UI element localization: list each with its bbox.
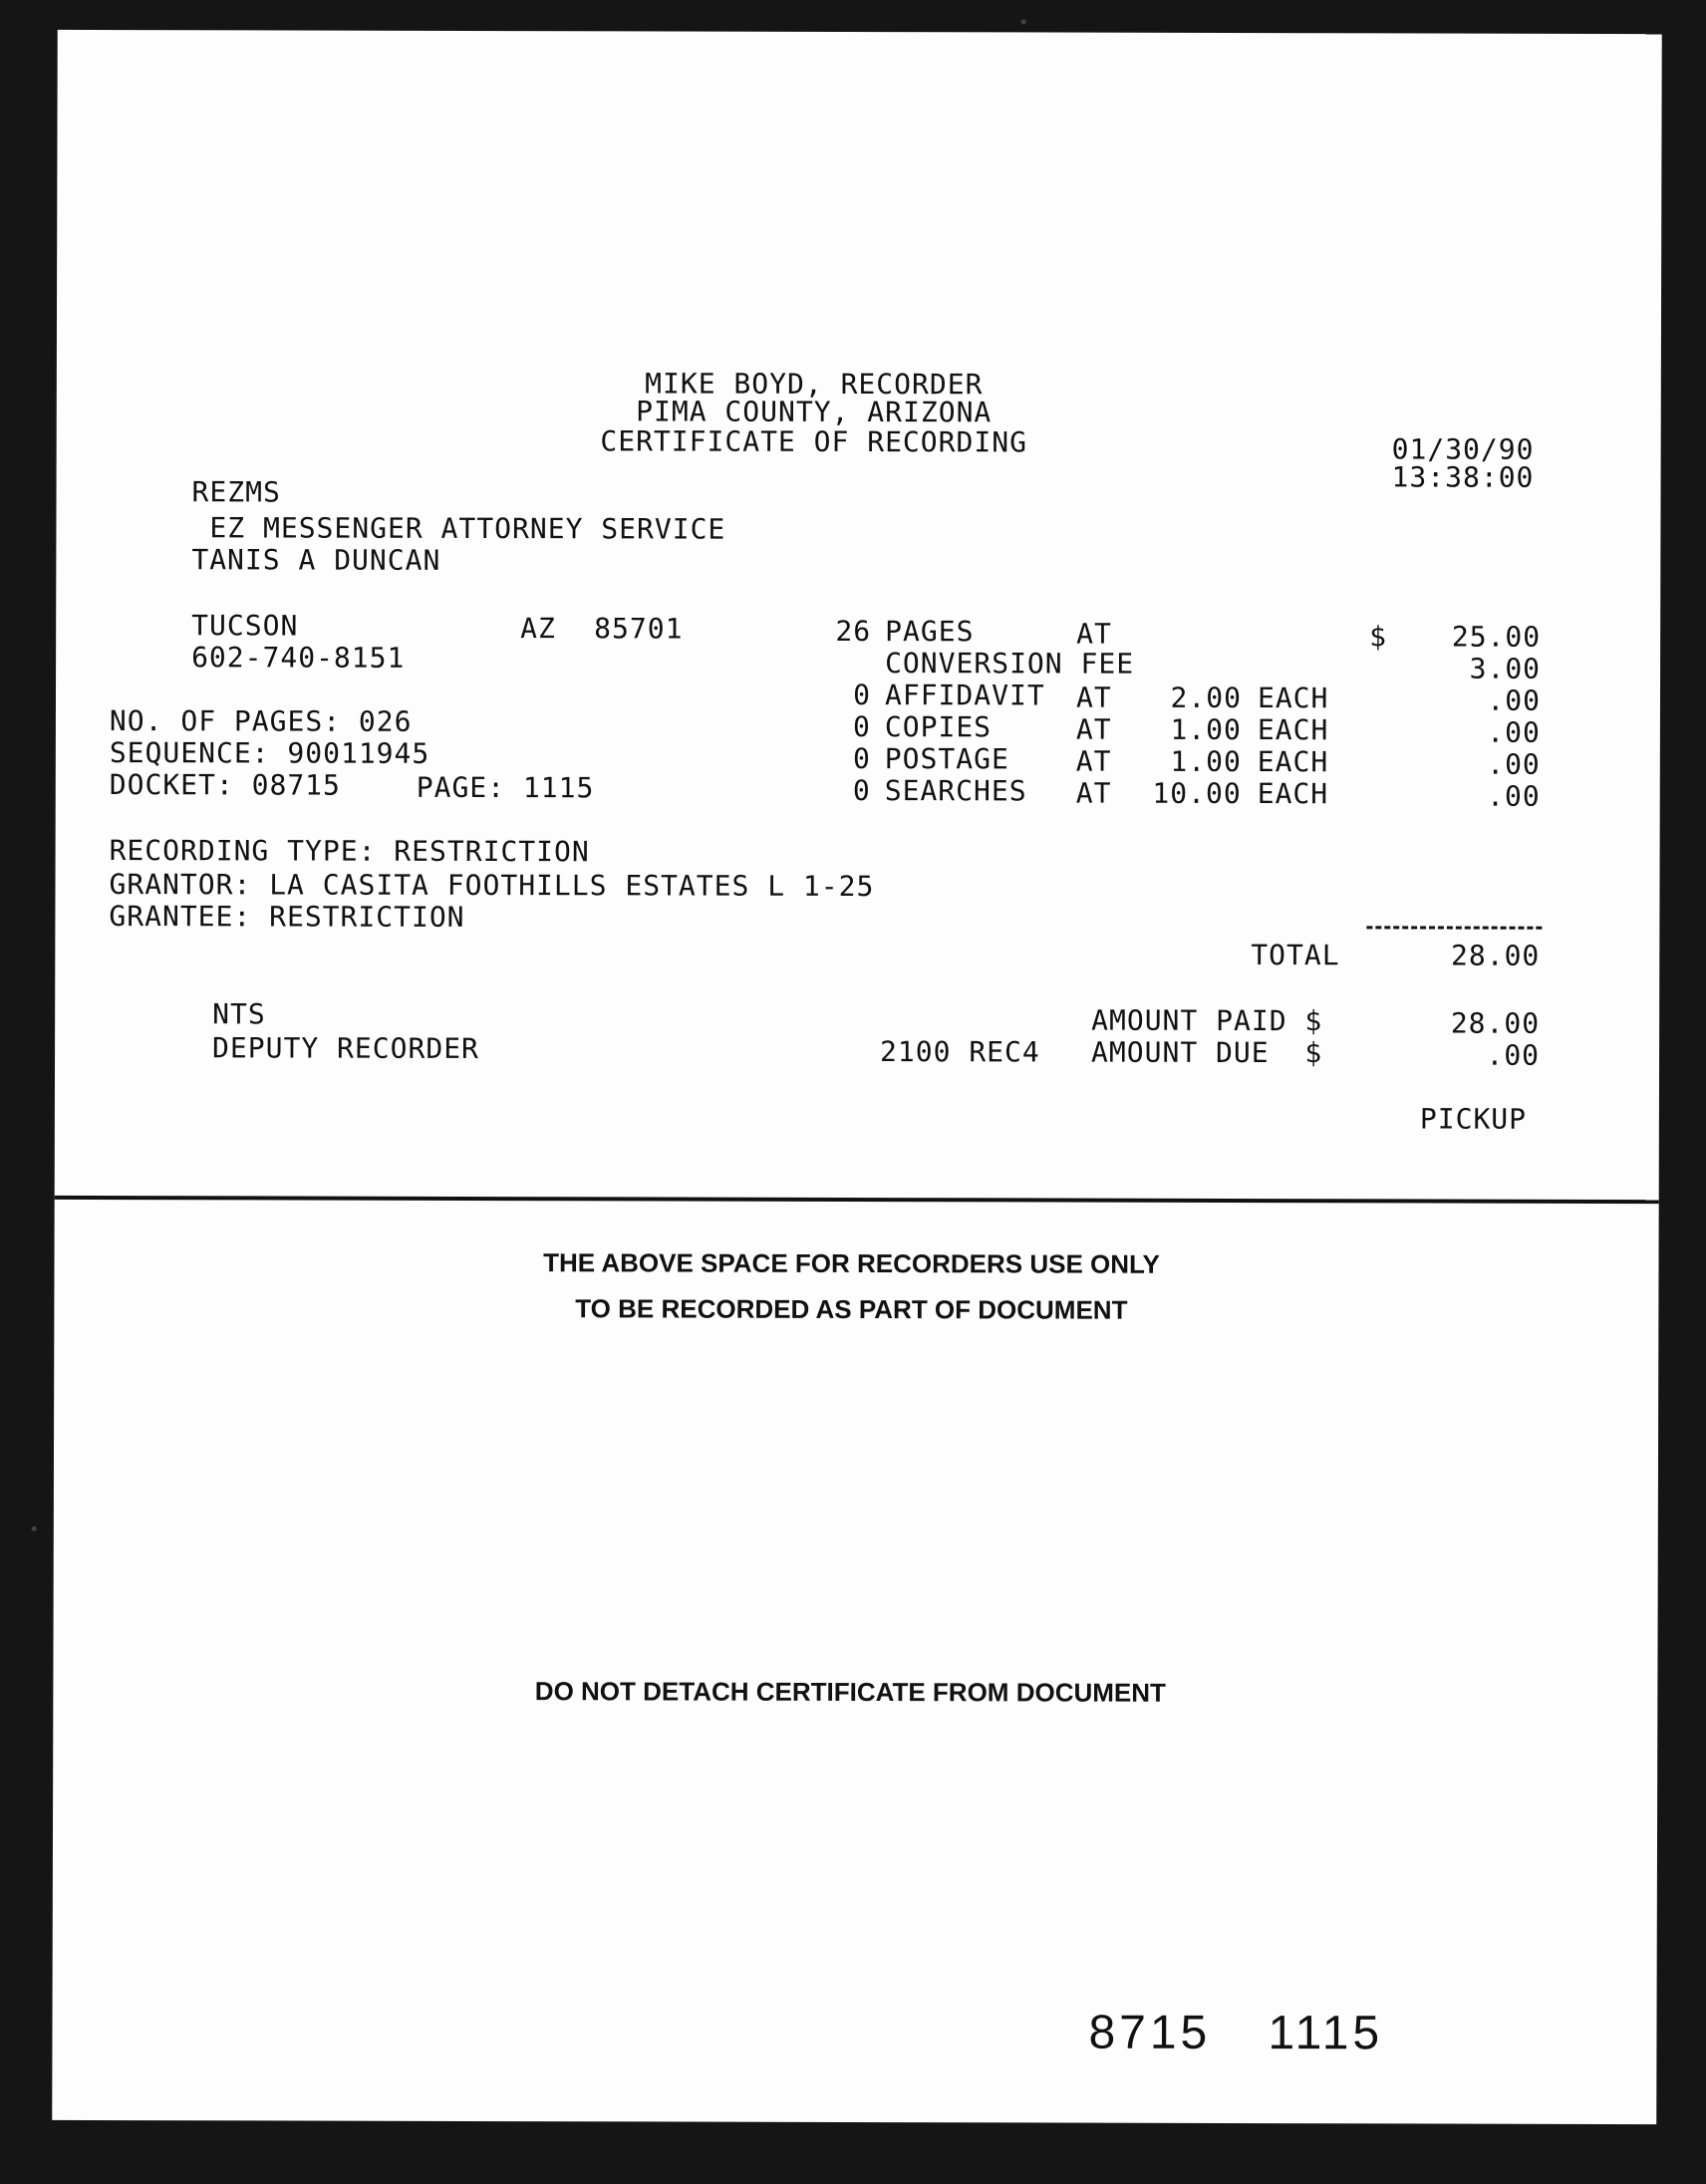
- certificate-title: CERTIFICATE OF RECORDING: [600, 424, 1027, 459]
- total-rule: [1366, 926, 1542, 929]
- amount-due: .00: [1486, 1038, 1541, 1072]
- client-company: EZ MESSENGER ATTORNEY SERVICE: [209, 511, 726, 546]
- fee-qty: 0: [852, 773, 871, 808]
- amount-paid: 28.00: [1450, 1006, 1541, 1040]
- fee-item: SEARCHES: [884, 774, 1027, 808]
- fee-qty: 0: [853, 678, 872, 712]
- fee-qty: 0: [853, 709, 871, 744]
- total-amount: 28.00: [1450, 939, 1541, 972]
- fee-amount: .00: [1487, 779, 1541, 813]
- recording-type: RECORDING TYPE: RESTRICTION: [109, 834, 590, 869]
- client-phone: 602-740-8151: [191, 641, 406, 675]
- fee-amount: .00: [1487, 747, 1541, 781]
- fee-item: AFFIDAVIT: [884, 679, 1045, 712]
- fee-amount: .00: [1487, 715, 1541, 749]
- deputy-title: DEPUTY RECORDER: [212, 1031, 479, 1066]
- amount-due-label: AMOUNT DUE $: [1091, 1035, 1323, 1070]
- stamp-page: 1115: [1268, 2007, 1384, 2060]
- fee-item: COPIES: [884, 710, 993, 744]
- fee-at: AT: [1075, 681, 1112, 714]
- record-notice: TO BE RECORDED AS PART OF DOCUMENT: [575, 1293, 1128, 1325]
- certificate-page: [52, 30, 1661, 2124]
- county-name: PIMA COUNTY, ARIZONA: [636, 395, 993, 429]
- docket-number: DOCKET: 08715: [109, 768, 341, 802]
- grantee: GRANTEE: RESTRICTION: [109, 900, 465, 934]
- client-code: REZMS: [191, 475, 281, 509]
- client-city: TUCSON: [191, 609, 299, 643]
- fee-item: PAGES: [885, 615, 975, 649]
- fee-each: EACH: [1257, 745, 1329, 779]
- recorder-divider: [55, 1196, 1659, 1204]
- record-date: 01/30/90: [1391, 432, 1535, 466]
- deputy-initials: NTS: [212, 997, 266, 1031]
- fee-each: EACH: [1257, 713, 1329, 747]
- fee-at: AT: [1076, 617, 1112, 651]
- fee-rate: 2.00: [1170, 681, 1243, 715]
- delivery-method: PICKUP: [1419, 1102, 1528, 1136]
- fee-amount: 25.00: [1451, 620, 1542, 654]
- fee-at: AT: [1075, 776, 1112, 810]
- client-contact: TANIS A DUNCAN: [191, 543, 441, 577]
- fee-qty: 0: [852, 741, 871, 776]
- amount-paid-label: AMOUNT PAID $: [1091, 1003, 1323, 1038]
- fee-rate: 10.00: [1152, 776, 1242, 811]
- client-state: AZ: [520, 612, 556, 646]
- fee-item: POSTAGE: [884, 742, 1009, 776]
- detach-warning: DO NOT DETACH CERTIFICATE FROM DOCUMENT: [534, 1676, 1166, 1708]
- total-label: TOTAL: [1251, 939, 1340, 972]
- fee-rate: 1.00: [1170, 712, 1242, 747]
- fee-rate: 1.00: [1170, 744, 1242, 779]
- grantor: GRANTOR: LA CASITA FOOTHILLS ESTATES L 1-25: [109, 868, 875, 904]
- fee-item: CONVERSION FEE: [885, 647, 1135, 681]
- recorder-name: MIKE BOYD, RECORDER: [645, 367, 984, 402]
- fee-qty: 26: [835, 614, 872, 649]
- fee-each: EACH: [1257, 682, 1329, 715]
- client-zip: 85701: [594, 612, 684, 646]
- fee-dollar: $: [1369, 620, 1388, 654]
- fee-amount: .00: [1487, 683, 1542, 717]
- page-number: PAGE: 1115: [416, 770, 595, 805]
- station-code: 2100 REC4: [880, 1035, 1040, 1069]
- fee-at: AT: [1075, 744, 1112, 778]
- sequence-number: SEQUENCE: 90011945: [109, 736, 430, 770]
- fee-amount: 3.00: [1469, 652, 1542, 685]
- number-of-pages: NO. OF PAGES: 026: [109, 704, 413, 738]
- stamp-docket: 8715: [1088, 2006, 1212, 2059]
- record-time: 13:38:00: [1391, 460, 1535, 494]
- recorder-use-notice: THE ABOVE SPACE FOR RECORDERS USE ONLY: [543, 1247, 1160, 1279]
- fee-at: AT: [1075, 712, 1112, 746]
- fee-each: EACH: [1257, 777, 1329, 811]
